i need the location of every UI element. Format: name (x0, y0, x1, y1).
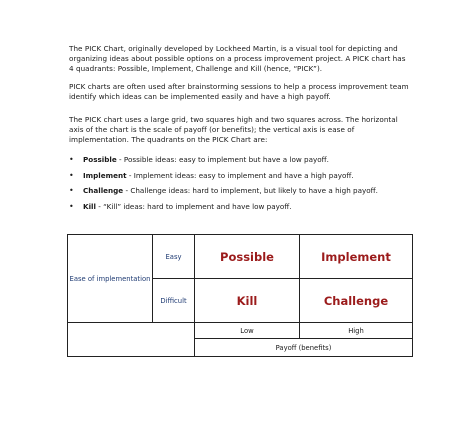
list-item (69, 155, 409, 171)
bullet-desc: - Implement ideas: easy to implement and have a high payoff. (126, 170, 354, 180)
quadrant-kill: Kill (195, 279, 300, 323)
quadrant-list (69, 155, 409, 217)
y-axis-label: Ease of implementation (68, 235, 153, 323)
bullet-term: Implement (83, 170, 127, 180)
quadrant-possible: Possible (195, 235, 300, 279)
x-label-low: Low (195, 323, 300, 339)
bullet-term: Challenge (83, 186, 124, 196)
list-item (69, 171, 409, 187)
quadrant-implement: Implement (300, 235, 413, 279)
bullet-icon: • (69, 170, 74, 180)
bullet-icon: • (69, 201, 74, 211)
bullet-icon: • (69, 186, 74, 196)
x-axis-label: Payoff (benefits) (195, 339, 413, 357)
bullet-term: Possible (83, 155, 117, 164)
bullet-term: Kill (83, 201, 96, 211)
bullet-desc: - Possible ideas: easy to implement but have a low payoff. (116, 155, 329, 164)
list-item (69, 186, 409, 202)
intro-paragraph-2: PICK charts are often used after brainstorming sessions to help a process improvement team identify which ideas can be implemented easily and have a high payoff. (69, 82, 409, 101)
blank-corner-cell (68, 323, 195, 357)
y-label-difficult: Difficult (153, 279, 195, 323)
y-label-easy: Easy (153, 235, 195, 279)
intro-paragraph-1: The PICK Chart, originally developed by Lockheed Martin, is a visual tool for depicting and organizing ideas about possible options on a process improvement project. A PICK chart has 4 quadrants: Possible, Implement, Challenge and Kill (hence, “PICK”). (69, 44, 406, 73)
x-label-high: High (300, 323, 413, 339)
pick-chart-table (67, 234, 413, 357)
bullet-icon: • (69, 155, 74, 164)
quadrant-challenge: Challenge (300, 279, 413, 323)
bullet-desc: - “Kill” ideas: hard to implement and have low payoff. (95, 201, 292, 211)
list-item (69, 202, 409, 218)
bullet-desc: - Challenge ideas: hard to implement, but likely to have a high payoff. (123, 186, 378, 196)
intro-paragraph-3: The PICK chart uses a large grid, two squares high and two squares across. The horizontal axis of the chart is the scale of payoff (or benefits); the vertical axis is ease of implementation. The quadrants on the PICK Chart are: (69, 115, 398, 144)
